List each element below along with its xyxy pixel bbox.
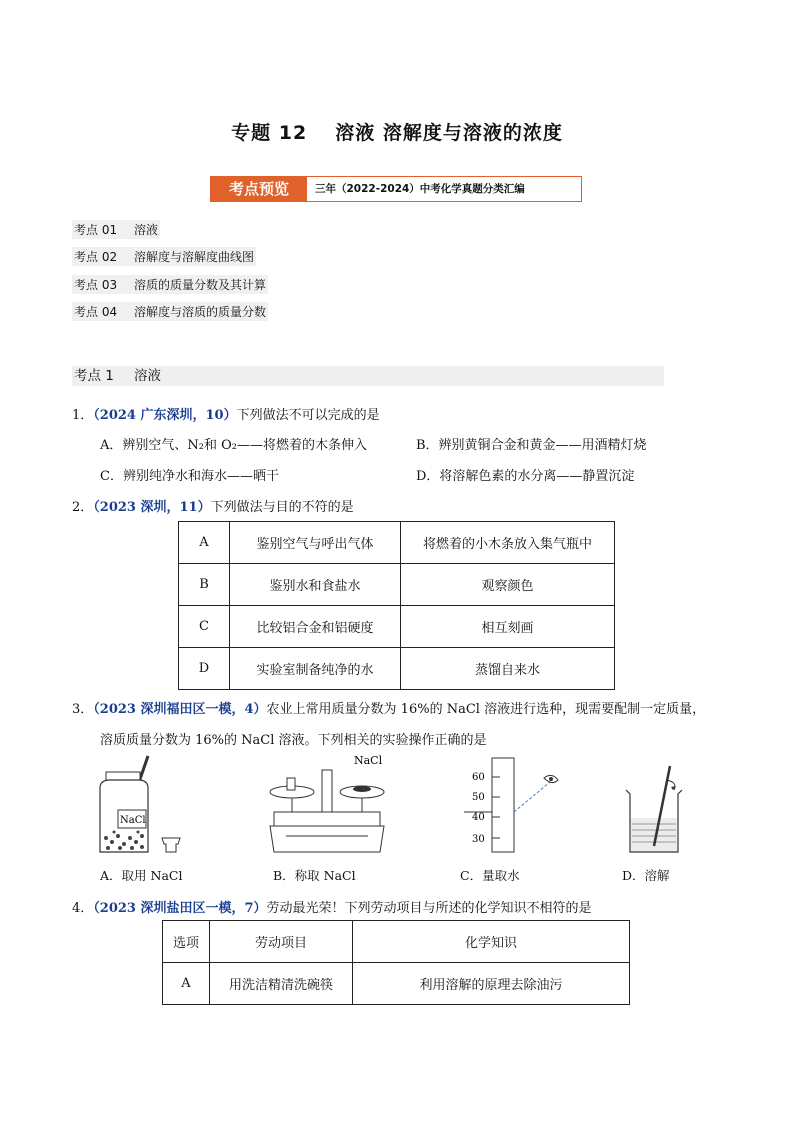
toc-label: 溶解度与溶质的质量分数 (134, 305, 267, 319)
table-cell: 蒸馏自来水 (401, 648, 615, 690)
table-cell: 相互刻画 (401, 606, 615, 648)
page-title (0, 118, 794, 145)
question-number: 2． (72, 500, 94, 515)
table-cell: B (179, 564, 230, 606)
question-source: （2023 深圳，11） (93, 500, 211, 515)
table-cell: D (179, 648, 230, 690)
toc-item-4[interactable] (72, 302, 268, 321)
question-number: 4． (72, 901, 94, 916)
table-cell: 鉴别空气与呼出气体 (230, 522, 401, 564)
q4-table (162, 920, 630, 1005)
question-4 (72, 897, 592, 916)
section-label: 溶液 (134, 368, 161, 384)
figure-a-bottle (92, 752, 202, 860)
table-cell: A (163, 963, 210, 1005)
banner-tag: 考点预览 (211, 177, 307, 201)
toc-label: 溶液 (134, 223, 159, 237)
toc-num: 考点 03 (74, 278, 118, 292)
toc-num: 考点 01 (74, 223, 118, 237)
question-stem: 下列做法与目的不符的是 (210, 500, 354, 515)
toc-item-2[interactable] (72, 247, 256, 266)
q1-option-b: B．辨别黄铜合金和黄金——用酒精灯烧 (416, 438, 647, 453)
pointer-column-icon (322, 770, 332, 814)
table-cell: C (179, 606, 230, 648)
table-cell: 鉴别水和食盐水 (230, 564, 401, 606)
figure-b-balance (262, 752, 392, 860)
scale-label-text: NaCl (354, 754, 383, 767)
beam-icon (274, 812, 380, 826)
table-cell: 实验室制备纯净的水 (230, 648, 401, 690)
caption-c: C．量取水 (460, 868, 520, 883)
caption-d: D．溶解 (622, 868, 670, 883)
stopper-icon (162, 838, 180, 852)
toc-label: 溶解度与溶解度曲线图 (134, 250, 255, 264)
question-number: 1． (72, 408, 94, 423)
base-icon (270, 826, 384, 852)
sight-line (514, 782, 550, 812)
question-2 (72, 496, 354, 515)
bottle-neck-icon (106, 772, 140, 780)
salt-pile-icon (353, 786, 371, 792)
toc-label: 溶质的质量分数及其计算 (134, 278, 267, 292)
table-cell: 比较铝合金和铝硬度 (230, 606, 401, 648)
table-row (179, 564, 615, 606)
table-row (179, 606, 615, 648)
title-main: 溶液 溶解度与溶液的浓度 (335, 122, 563, 144)
figure-d-beaker (618, 760, 698, 860)
table-header-cell: 化学知识 (353, 921, 630, 963)
bottle-label-text: NaCl (120, 815, 146, 826)
toc-item-1[interactable] (72, 220, 160, 239)
table-cell: 用洗洁精清洗碗筷 (210, 963, 353, 1005)
table-cell: 观察颜色 (401, 564, 615, 606)
table-header-cell: 劳动项目 (210, 921, 353, 963)
question-3 (72, 698, 705, 717)
question-stem: 劳动最光荣！下列劳动项目与所述的化学知识不相符的是 (266, 901, 592, 916)
tick-label: 60 (472, 772, 485, 783)
toc-num: 考点 02 (74, 250, 118, 264)
table-row (179, 648, 615, 690)
table-cell: 将燃着的小木条放入集气瓶中 (401, 522, 615, 564)
question-stem: 下列做法不可以完成的是 (236, 408, 380, 423)
table-cell: 利用溶解的原理去除油污 (353, 963, 630, 1005)
question-source: （2023 深圳福田区一模，4） (93, 702, 267, 717)
toc-num: 考点 04 (74, 305, 118, 319)
question-3-stem-2: 溶质质量分数为 16%的 NaCl 溶液。下列相关的实验操作正确的是 (100, 733, 487, 748)
eye-pupil-icon (549, 777, 553, 781)
caption-b: B．称取 NaCl (273, 868, 356, 883)
banner-text: 三年（2022-2024）中考化学真题分类汇编 (315, 183, 525, 195)
table-row (163, 963, 630, 1005)
figure-c-cylinder (460, 752, 580, 860)
tick-label: 30 (472, 834, 485, 845)
weight-icon (287, 778, 295, 790)
section-header (72, 366, 664, 386)
beaker-liquid-icon (631, 818, 677, 851)
toc-item-3[interactable] (72, 275, 268, 294)
table-header-row (163, 921, 630, 963)
table-cell: A (179, 522, 230, 564)
question-stem: 农业上常用质量分数为 16%的 NaCl 溶液进行选种，现需要配制一定质量， (266, 702, 706, 717)
tick-label: 50 (472, 792, 485, 803)
caption-a: A．取用 NaCl (100, 868, 183, 883)
q1-option-c: C．辨别纯净水和海水——晒干 (100, 469, 279, 484)
question-number: 3． (72, 702, 94, 717)
title-prefix: 专题 12 (231, 122, 308, 144)
preview-banner (210, 176, 582, 202)
question-1 (72, 404, 380, 423)
question-source: （2024 广东深圳，10） (93, 408, 237, 423)
question-source: （2023 深圳盐田区一模，7） (93, 901, 267, 916)
q2-table (178, 521, 615, 690)
section-num: 考点 1 (74, 368, 114, 384)
q1-option-d: D．将溶解色素的水分离——静置沉淀 (416, 469, 635, 484)
q1-option-a: A．辨别空气、N₂和 O₂——将燃着的木条伸入 (100, 438, 367, 453)
table-header-cell: 选项 (163, 921, 210, 963)
table-row (179, 522, 615, 564)
tick-label: 40 (472, 812, 485, 823)
